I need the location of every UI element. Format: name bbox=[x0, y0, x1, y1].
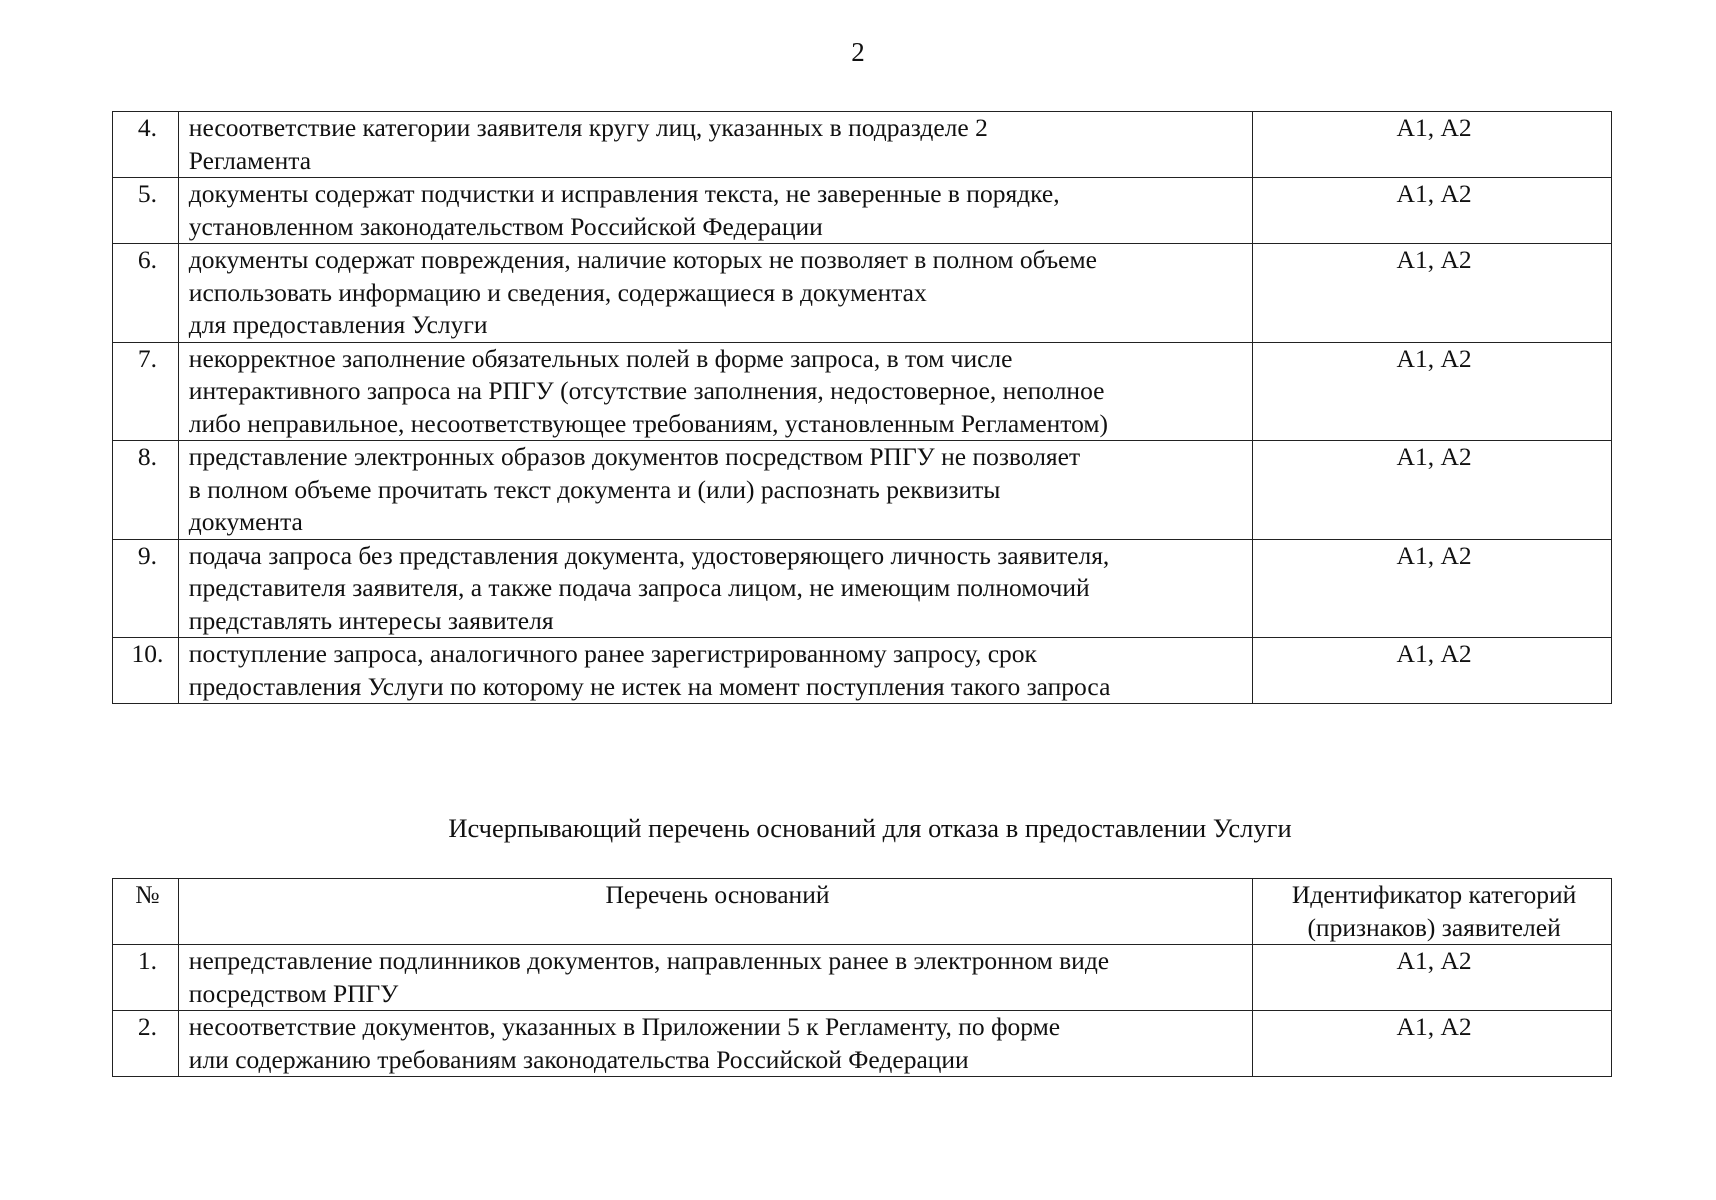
table-row bbox=[113, 539, 1612, 638]
table-row bbox=[113, 945, 1612, 1011]
row-text-line: несоответствие документов, указанных в Приложении 5 к Регламенту, по форме bbox=[188, 1012, 1061, 1041]
row-number: 9. bbox=[113, 539, 179, 638]
section-title: Исчерпывающий перечень оснований для отказа в предоставлении Услуги bbox=[448, 813, 1292, 843]
row-number: 5. bbox=[113, 178, 179, 244]
row-text bbox=[178, 638, 1252, 704]
row-number: 7. bbox=[113, 342, 179, 441]
row-text-line: некорректное заполнение обязательных полей в форме запроса, в том числе bbox=[188, 343, 1013, 373]
row-category-ids: А1, А2 bbox=[1253, 441, 1612, 540]
row-text bbox=[178, 945, 1252, 1011]
row-text-line: документы содержат повреждения, наличие которых не позволяет в полном объеме bbox=[188, 245, 1097, 274]
row-number: 1. bbox=[113, 945, 179, 1011]
row-text bbox=[178, 112, 1252, 178]
row-category-ids: А1, А2 bbox=[1253, 1011, 1612, 1077]
header-grounds: Перечень оснований bbox=[178, 879, 1252, 945]
grounds-table-continued bbox=[112, 111, 1612, 704]
row-number: 10. bbox=[113, 638, 179, 704]
table-row bbox=[113, 112, 1612, 178]
row-number: 8. bbox=[113, 441, 179, 540]
row-text-line: представителя заявителя, а также подача запроса лицом, не имеющим полномочий bbox=[188, 573, 1090, 602]
row-category-ids: А1, А2 bbox=[1253, 178, 1612, 244]
row-category-ids: А1, А2 bbox=[1253, 244, 1612, 343]
table-row bbox=[113, 178, 1612, 244]
row-text-line: непредставление подлинников документов, направленных ранее в электронном виде bbox=[188, 946, 1110, 975]
row-number: 4. bbox=[113, 112, 179, 178]
header-category-ids-line: Идентификатор категорий bbox=[1291, 880, 1577, 909]
row-category-ids: А1, А2 bbox=[1253, 342, 1612, 441]
row-text-line: Регламента bbox=[188, 145, 312, 175]
row-text bbox=[178, 244, 1252, 343]
row-text-line: либо неправильное, несоответствующее требованиям, установленным Регламентом) bbox=[188, 408, 1109, 438]
row-text-line: установленном законодательством Российской Федерации bbox=[188, 211, 823, 241]
row-text-line: или содержанию требованиям законодательства Российской Федерации bbox=[188, 1044, 969, 1074]
table-row bbox=[113, 342, 1612, 441]
row-text-line: посредством РПГУ bbox=[188, 978, 399, 1008]
row-text-line: несоответствие категории заявителя кругу лиц, указанных в подразделе 2 bbox=[188, 113, 988, 142]
table-row bbox=[113, 1011, 1612, 1077]
row-text bbox=[178, 441, 1252, 540]
refusal-grounds-table bbox=[112, 878, 1612, 1077]
row-text-line: документы содержат подчистки и исправления текста, не заверенные в порядке, bbox=[188, 179, 1060, 208]
row-text-line: поступление запроса, аналогичного ранее зарегистрированному запросу, срок bbox=[188, 639, 1037, 668]
row-text-line: представлять интересы заявителя bbox=[188, 605, 554, 635]
header-category-ids bbox=[1253, 879, 1612, 945]
row-text bbox=[178, 178, 1252, 244]
header-category-ids-line: (признаков) заявителей bbox=[1307, 912, 1561, 942]
row-category-ids: А1, А2 bbox=[1253, 945, 1612, 1011]
row-text-line: использовать информацию и сведения, содержащиеся в документах bbox=[188, 277, 927, 307]
row-text bbox=[178, 539, 1252, 638]
table-row bbox=[113, 638, 1612, 704]
row-text bbox=[178, 342, 1252, 441]
row-text-line: для предоставления Услуги bbox=[188, 310, 488, 339]
row-text-line: документа bbox=[188, 507, 303, 536]
row-text bbox=[178, 1011, 1252, 1077]
table-row bbox=[113, 244, 1612, 343]
table-header-row bbox=[113, 879, 1612, 945]
table-row bbox=[113, 441, 1612, 540]
page-number: 2 bbox=[851, 37, 865, 67]
row-category-ids: А1, А2 bbox=[1253, 112, 1612, 178]
row-text-line: в полном объеме прочитать текст документа и (или) распознать реквизиты bbox=[188, 474, 1001, 504]
row-text-line: представление электронных образов документов посредством РПГУ не позволяет bbox=[188, 442, 1081, 471]
row-category-ids: А1, А2 bbox=[1253, 539, 1612, 638]
header-number: № bbox=[113, 879, 179, 945]
row-text-line: подача запроса без представления документа, удостоверяющего личность заявителя, bbox=[188, 540, 1110, 570]
row-number: 6. bbox=[113, 244, 179, 343]
row-text-line: предоставления Услуги по которому не истек на момент поступления такого запроса bbox=[188, 671, 1111, 701]
row-category-ids: А1, А2 bbox=[1253, 638, 1612, 704]
row-text-line: интерактивного запроса на РПГУ (отсутствие заполнения, недостоверное, неполное bbox=[188, 376, 1105, 405]
row-number: 2. bbox=[113, 1011, 179, 1077]
